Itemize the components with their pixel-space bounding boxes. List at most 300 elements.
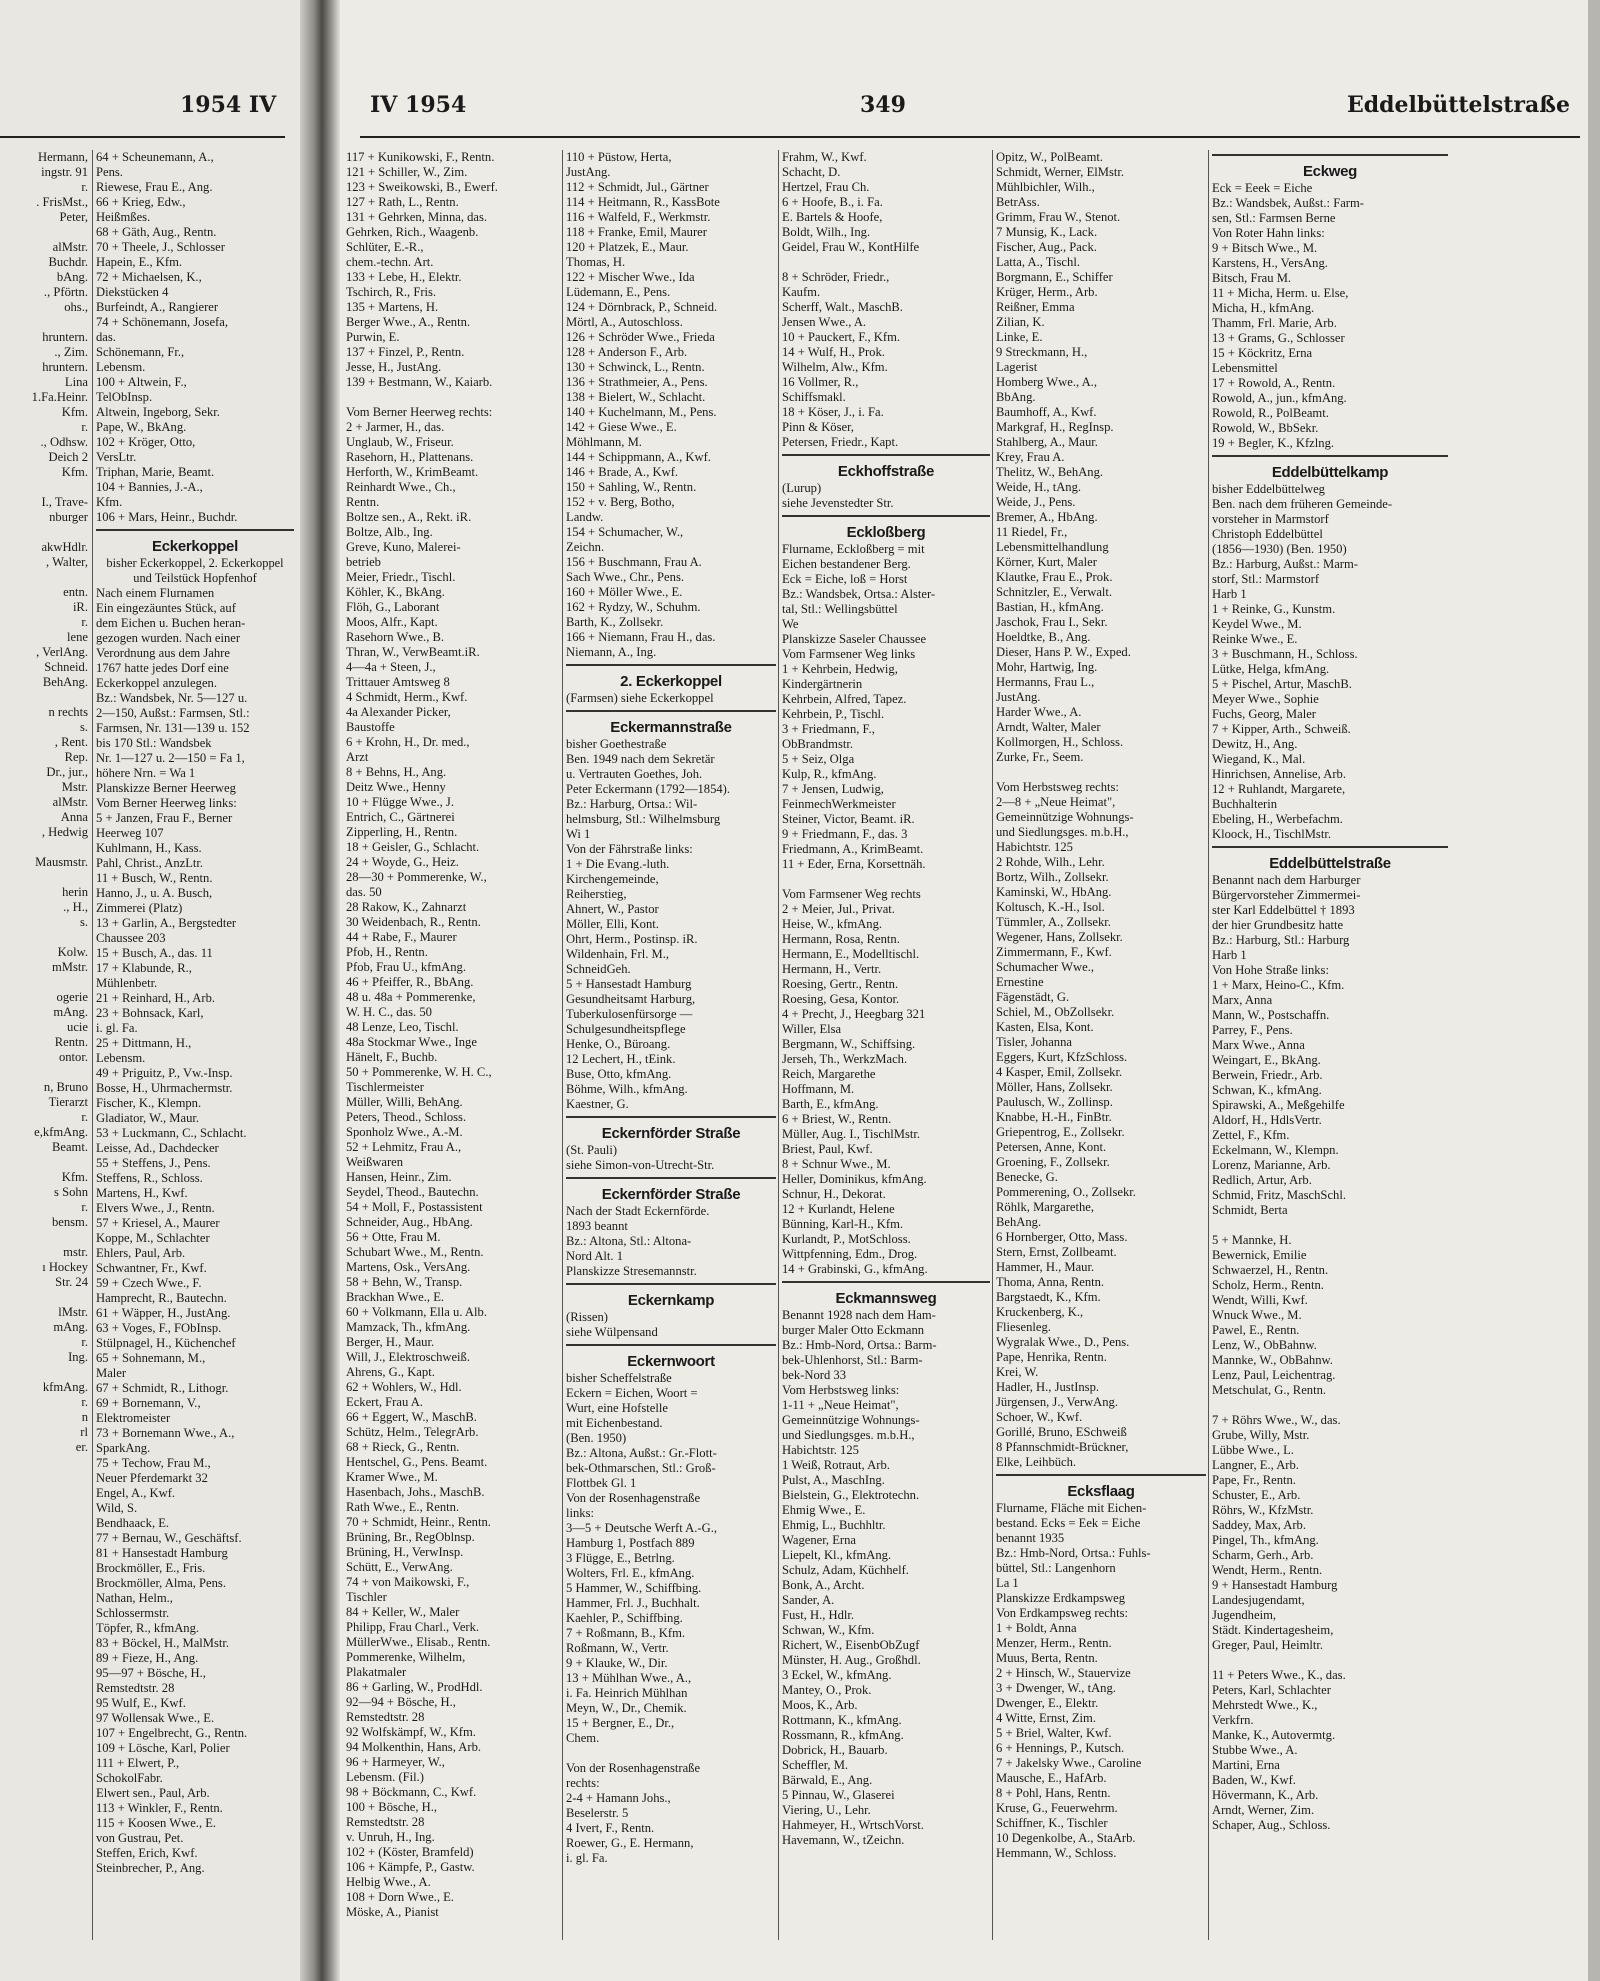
directory-entry: von Gustrau, Pet. bbox=[96, 1831, 184, 1845]
directory-entry: Hinrichsen, Annelise, Arb. bbox=[1212, 767, 1346, 781]
directory-entry: 13 + Garlin, A., Bergstedter bbox=[96, 916, 237, 930]
directory-entry: 160 + Möller Wwe., E. bbox=[566, 585, 683, 599]
directory-entry: Fust, H., Hdlr. bbox=[782, 1608, 855, 1622]
directory-entry: Rowold, A., jun., kfmAng. bbox=[1212, 391, 1347, 405]
directory-entry: Benecke, G. bbox=[996, 1170, 1058, 1184]
directory-entry: Spirawski, A., Meßgehilfe bbox=[1212, 1098, 1345, 1112]
directory-entry: BehAng. bbox=[42, 675, 88, 689]
directory-entry: Köhler, K., BkAng. bbox=[346, 585, 445, 599]
directory-entry: Landesjugendamt, bbox=[1212, 1593, 1305, 1607]
directory-entry: Grube, Willy, Mstr. bbox=[1212, 1428, 1310, 1442]
directory-entry: 9 + Bitsch Wwe., M. bbox=[1212, 241, 1318, 255]
directory-entry: Farmsen, Nr. 131—139 u. 152 bbox=[96, 721, 250, 735]
directory-entry bbox=[566, 1746, 776, 1761]
directory-entry: Zeichn. bbox=[566, 540, 605, 554]
directory-entry: 3 Flügge, E., Betrlng. bbox=[566, 1551, 675, 1565]
directory-entry: 3 Eckel, W., kfmAng. bbox=[782, 1668, 892, 1682]
directory-entry bbox=[0, 315, 88, 330]
directory-entry: Lebensm. bbox=[96, 1051, 146, 1065]
directory-entry: Hermann, Rosa, Rentn. bbox=[782, 932, 900, 946]
directory-entry: Bewernick, Emilie bbox=[1212, 1248, 1307, 1262]
street-heading: Eckernwoort bbox=[627, 1353, 715, 1370]
directory-entry: Wygralak Wwe., D., Pens. bbox=[996, 1335, 1130, 1349]
directory-entry: ., Zim. bbox=[54, 345, 88, 359]
directory-entry: Nathan, Helm., bbox=[96, 1591, 173, 1605]
directory-entry: Tuberkulosenfürsorge — bbox=[566, 1007, 693, 1021]
directory-entry: mAng. bbox=[53, 1320, 88, 1334]
section-rule bbox=[996, 1474, 1206, 1476]
directory-entry: Pulst, A., MaschIng. bbox=[782, 1473, 885, 1487]
directory-entry: Von der Rosenhagenstraße bbox=[566, 1761, 701, 1775]
directory-entry: Pfob, Frau U., kfmAng. bbox=[346, 960, 466, 974]
directory-entry: Viering, U., Lehr. bbox=[782, 1803, 871, 1817]
directory-entry: Hertzel, Frau Ch. bbox=[782, 180, 870, 194]
directory-entry: Flottbek Gl. 1 bbox=[566, 1476, 637, 1490]
directory-entry bbox=[0, 1065, 88, 1080]
directory-entry: Fägenstädt, G. bbox=[996, 990, 1070, 1004]
directory-entry: Knabbe, H.-H., FinBtr. bbox=[996, 1110, 1112, 1124]
directory-entry: Kindergärtnerin bbox=[782, 677, 863, 691]
directory-entry: Kirchengemeinde, bbox=[566, 872, 659, 886]
directory-entry: Berger Wwe., A., Rentn. bbox=[346, 315, 471, 329]
directory-entry: 84 + Keller, W., Maler bbox=[346, 1605, 460, 1619]
left-page bbox=[0, 0, 300, 1981]
directory-entry: Wendt, Willi, Kwf. bbox=[1212, 1293, 1308, 1307]
directory-entry: SparkAng. bbox=[96, 1441, 151, 1455]
directory-entry: Schwantner, Fr., Kwf. bbox=[96, 1261, 207, 1275]
directory-entry: Kurlandt, P., MotSchloss. bbox=[782, 1232, 911, 1246]
directory-entry: Hermanns, Frau L., bbox=[996, 675, 1095, 689]
directory-entry: Von Erdkampsweg rechts: bbox=[996, 1606, 1128, 1620]
directory-entry: 2 + Hinsch, W., Stauervize bbox=[996, 1666, 1131, 1680]
directory-entry: 8 + Pohl, Hans, Rentn. bbox=[996, 1786, 1111, 1800]
directory-entry: Rasehorn Wwe., B. bbox=[346, 630, 445, 644]
directory-entry: 15 + Bergner, E., Dr., bbox=[566, 1716, 675, 1730]
directory-entry: Thoma, Anna, Rentn. bbox=[996, 1275, 1105, 1289]
directory-entry: 110 + Püstow, Herta, bbox=[566, 150, 672, 164]
directory-entry: Hamburg 1, Postfach 889 bbox=[566, 1536, 695, 1550]
running-head: Eddelbüttelstraße bbox=[1346, 92, 1570, 118]
directory-entry: 8 Pfannschmidt-Brückner, bbox=[996, 1440, 1129, 1454]
directory-entry bbox=[0, 1290, 88, 1305]
directory-entry: helmsburg, Stl.: Wilhelmsburg bbox=[566, 812, 721, 826]
directory-entry: 7 + Kipper, Arth., Schweiß. bbox=[1212, 722, 1351, 736]
directory-entry: 5 + Pischel, Artur, MaschB. bbox=[1212, 677, 1352, 691]
section-rule bbox=[1212, 455, 1448, 457]
directory-entry: Hentschel, G., Pens. Beamt. bbox=[346, 1455, 488, 1469]
directory-entry: Kaminski, W., HbAng. bbox=[996, 885, 1112, 899]
directory-entry: 1 + Reinke, G., Kunstm. bbox=[1212, 602, 1336, 616]
directory-entry: Nord Alt. 1 bbox=[566, 1249, 624, 1263]
directory-entry: Zimmerei (Platz) bbox=[96, 901, 183, 915]
directory-entry: Hadler, H., JustInsp. bbox=[996, 1380, 1100, 1394]
right-header-rule bbox=[360, 136, 1580, 138]
section-rule bbox=[566, 664, 776, 666]
directory-entry: BehAng. bbox=[996, 1215, 1042, 1229]
directory-entry: Stülpnagel, H., Küchenchef bbox=[96, 1336, 236, 1350]
section-rule bbox=[782, 1281, 990, 1283]
directory-entry: Roßmann, W., Vertr. bbox=[566, 1641, 669, 1655]
column-divider-3 bbox=[992, 150, 993, 1940]
directory-entry: 150 + Sahling, W., Rentn. bbox=[566, 480, 697, 494]
directory-entry: Kruckenberg, K., bbox=[996, 1305, 1084, 1319]
directory-entry: Schumacher Wwe., bbox=[996, 960, 1095, 974]
directory-entry: Grimm, Frau W., Stenot. bbox=[996, 210, 1121, 224]
directory-entry: und Siedlungsges. m.b.H., bbox=[996, 825, 1129, 839]
directory-entry: 7 + Röhrs Wwe., W., das. bbox=[1212, 1413, 1341, 1427]
directory-entry: i. gl. Fa. bbox=[566, 1851, 608, 1865]
directory-entry: We bbox=[782, 617, 799, 631]
directory-entry: 4 Schmidt, Herm., Kwf. bbox=[346, 690, 468, 704]
directory-entry: 75 + Techow, Frau M., bbox=[96, 1456, 211, 1470]
directory-entry: Schönemann, Fr., bbox=[96, 345, 185, 359]
directory-entry: Gorillé, Bruno, ESchweiß bbox=[996, 1425, 1127, 1439]
directory-entry: 130 + Schwinck, L., Rentn. bbox=[566, 360, 705, 374]
directory-entry: bensm. bbox=[51, 1215, 88, 1229]
directory-entry: dem Eichen u. Buchen heran- bbox=[96, 616, 246, 630]
directory-entry: 140 + Kuchelmann, M., Pens. bbox=[566, 405, 717, 419]
directory-entry: entn. bbox=[63, 585, 88, 599]
directory-entry: 2—150, Außst.: Farmsen, Stl.: bbox=[96, 706, 250, 720]
directory-entry: 102 + Kröger, Otto, bbox=[96, 435, 196, 449]
directory-entry: Mörtl, A., Autoschloss. bbox=[566, 315, 683, 329]
directory-entry: Schütz, Helm., TelegrArb. bbox=[346, 1425, 479, 1439]
directory-entry: 13 + Grams, G., Schlosser bbox=[1212, 331, 1345, 345]
directory-entry: 60 + Volkmann, Ella u. Alb. bbox=[346, 1305, 487, 1319]
directory-entry: Ohrt, Herm., Postinsp. iR. bbox=[566, 932, 698, 946]
directory-entry: Lenz, Paul, Leichentrag. bbox=[1212, 1368, 1336, 1382]
directory-entry: 50 + Pommerenke, W. H. C., bbox=[346, 1065, 492, 1079]
directory-entry: Elke, Leihbüch. bbox=[996, 1455, 1077, 1469]
directory-entry: 6 Hornberger, Otto, Mass. bbox=[996, 1230, 1128, 1244]
directory-entry: bek-Nord 33 bbox=[782, 1368, 847, 1382]
directory-entry: Redlich, Artur, Arb. bbox=[1212, 1173, 1312, 1187]
directory-entry: akwHdlr. bbox=[41, 540, 88, 554]
directory-entry: Benannt nach dem Harburger bbox=[1212, 873, 1361, 887]
directory-entry: 127 + Rath, L., Rentn. bbox=[346, 195, 459, 209]
directory-entry: Bargstaedt, K., Kfm. bbox=[996, 1290, 1101, 1304]
directory-entry: Habichtstr. 125 bbox=[782, 1443, 859, 1457]
directory-entry: 16 Vollmer, R., bbox=[782, 375, 859, 389]
directory-entry: Schoer, W., Kwf. bbox=[996, 1410, 1083, 1424]
directory-entry: Buse, Otto, kfmAng. bbox=[566, 1067, 672, 1081]
left-header-year: 1954 IV bbox=[180, 92, 277, 118]
directory-entry: Neuer Pferdemarkt 32 bbox=[96, 1471, 208, 1485]
directory-entry: Reich, Margarethe bbox=[782, 1067, 876, 1081]
directory-entry: Hammer, H., Maur. bbox=[996, 1260, 1095, 1274]
directory-entry: Peters, Theod., Schloss. bbox=[346, 1110, 467, 1124]
directory-entry: 89 + Fieze, H., Ang. bbox=[96, 1651, 199, 1665]
directory-entry: 2-4 + Hamann Johs., bbox=[566, 1791, 671, 1805]
directory-entry: 131 + Gehrken, Minna, das. bbox=[346, 210, 488, 224]
street-heading: Eckerkoppel bbox=[152, 538, 238, 555]
directory-entry: Mstr. bbox=[61, 780, 88, 794]
directory-entry: Schmidt, Berta bbox=[1212, 1203, 1288, 1217]
directory-entry: 98 + Böckmann, C., Kwf. bbox=[346, 1785, 477, 1799]
directory-entry: 3 + Dwenger, W., tAng. bbox=[996, 1681, 1116, 1695]
directory-entry: SchneidGeh. bbox=[566, 962, 631, 976]
directory-entry: bisher Goethestraße bbox=[566, 737, 667, 751]
directory-entry: Steffens, R., Schloss. bbox=[96, 1171, 203, 1185]
directory-entry: (St. Pauli) bbox=[566, 1143, 618, 1157]
directory-entry: Ahrens, G., Kapt. bbox=[346, 1365, 435, 1379]
directory-entry: Dr., jur., bbox=[46, 765, 88, 779]
directory-entry: nburger bbox=[49, 510, 88, 524]
directory-entry: 120 + Platzek, E., Maur. bbox=[566, 240, 689, 254]
directory-entry: 106 + Kämpfe, P., Gastw. bbox=[346, 1860, 475, 1874]
section-rule bbox=[1212, 846, 1448, 848]
directory-entry: Von Roter Hahn links: bbox=[1212, 226, 1325, 240]
directory-entry: Kfm. bbox=[61, 465, 88, 479]
directory-entry: 9 + Friedmann, F., das. 3 bbox=[782, 827, 908, 841]
directory-entry: 63 + Voges, F., FObInsp. bbox=[96, 1321, 222, 1335]
directory-entry bbox=[0, 975, 88, 990]
directory-entry: 70 + Theele, J., Schlosser bbox=[96, 240, 225, 254]
directory-entry: Eckerkoppel anzulegen. bbox=[96, 676, 217, 690]
directory-entry: 152 + v. Berg, Botho, bbox=[566, 495, 675, 509]
directory-entry: Remstedtstr. 28 bbox=[346, 1815, 425, 1829]
directory-entry: Gemeinnützige Wohnungs- bbox=[996, 810, 1134, 824]
directory-entry: 4 Witte, Ernst, Zim. bbox=[996, 1711, 1096, 1725]
directory-entry: Fliesenleg. bbox=[996, 1320, 1051, 1334]
directory-entry: Dwenger, E., Elektr. bbox=[996, 1696, 1099, 1710]
directory-entry: Lenz, W., ObBahnw. bbox=[1212, 1338, 1317, 1352]
directory-entry: Peters, Karl, Schlachter bbox=[1212, 1683, 1331, 1697]
directory-entry: 9 + Klauke, W., Dir. bbox=[566, 1656, 668, 1670]
directory-entry: 74 + von Maikowski, F., bbox=[346, 1575, 470, 1589]
directory-entry bbox=[782, 872, 990, 887]
directory-entry: mstr. bbox=[63, 1245, 88, 1259]
directory-entry: Baumhoff, A., Kwf. bbox=[996, 405, 1097, 419]
directory-entry: Latta, A., Tischl. bbox=[996, 255, 1080, 269]
directory-entry: Zipperling, H., Rentn. bbox=[346, 825, 458, 839]
directory-entry: Jürgensen, J., VerwAng. bbox=[996, 1395, 1118, 1409]
directory-entry: Chaussee 203 bbox=[96, 931, 166, 945]
directory-entry: 23 + Bohnsack, Karl, bbox=[96, 1006, 204, 1020]
directory-entry: Bz.: Harburg, Ortsa.: Wil- bbox=[566, 797, 698, 811]
directory-entry: Bz.: Harburg, Außst.: Marm- bbox=[1212, 557, 1358, 571]
directory-entry: Planskizze Stresemannstr. bbox=[566, 1264, 697, 1278]
directory-entry: Ebeling, H., Werbefachm. bbox=[1212, 812, 1343, 826]
directory-entry: 65 + Sohnemann, M., bbox=[96, 1351, 206, 1365]
directory-entry: Ehmig Wwe., E. bbox=[782, 1503, 866, 1517]
scan-edge bbox=[1588, 0, 1600, 1981]
directory-entry: Heerweg 107 bbox=[96, 826, 164, 840]
directory-entry: 3 + Friedmann, F., bbox=[782, 722, 875, 736]
directory-entry: 8 + Schröder, Friedr., bbox=[782, 270, 890, 284]
directory-entry: Bz.: Wandsbek, Außst.: Farm- bbox=[1212, 196, 1364, 210]
directory-entry: Lebensm. (Fil.) bbox=[346, 1770, 424, 1784]
directory-entry: 96 + Harmeyer, W., bbox=[346, 1755, 445, 1769]
directory-entry: Buchhalterin bbox=[1212, 797, 1278, 811]
directory-entry: 86 + Garling, W., ProdHdl. bbox=[346, 1680, 483, 1694]
directory-entry: Thomas, H. bbox=[566, 255, 626, 269]
directory-entry: Wi 1 bbox=[566, 827, 591, 841]
directory-entry: Lina bbox=[64, 375, 88, 389]
directory-entry: Eck = Eeek = Eiche bbox=[1212, 181, 1313, 195]
directory-entry: 1 + Die Evang.-luth. bbox=[566, 857, 670, 871]
directory-entry: Böhme, Wilh., kfmAng. bbox=[566, 1082, 688, 1096]
right-header-year: IV 1954 bbox=[370, 92, 467, 118]
directory-entry: Briest, Paul, Kwf. bbox=[782, 1142, 873, 1156]
directory-entry: 28—30 + Pommerenke, W., bbox=[346, 870, 487, 884]
directory-entry: 2—8 + „Neue Heimat", bbox=[996, 795, 1116, 809]
directory-entry: 5 Pinnau, W., Glaserei bbox=[782, 1788, 895, 1802]
directory-entry: 6 + Hennings, P., Kutsch. bbox=[996, 1741, 1125, 1755]
column-divider-2 bbox=[778, 150, 779, 1940]
directory-entry: Kaestner, G. bbox=[566, 1097, 629, 1111]
directory-entry: 9 + Hansestadt Hamburg bbox=[1212, 1578, 1338, 1592]
directory-entry: Schneider, Aug., HbAng. bbox=[346, 1215, 473, 1229]
directory-entry: TelObInsp. bbox=[96, 390, 153, 404]
directory-entry: 126 + Schröder Wwe., Frieda bbox=[566, 330, 715, 344]
directory-entry: Planskizze Berner Heerweg bbox=[96, 781, 236, 795]
directory-entry bbox=[0, 870, 88, 885]
directory-entry: Bz.: Harburg, Stl.: Harburg bbox=[1212, 933, 1350, 947]
directory-entry: 128 + Anderson F., Arb. bbox=[566, 345, 688, 359]
directory-entry: Gemeinnützige Wohnungs- bbox=[782, 1413, 920, 1427]
directory-entry: Kruse, G., Feuerwehrm. bbox=[996, 1801, 1118, 1815]
directory-entry: Schütt, E., VerwAng. bbox=[346, 1560, 453, 1574]
directory-entry: Bosse, H., Uhrmachermstr. bbox=[96, 1081, 233, 1095]
directory-entry: Von Hohe Straße links: bbox=[1212, 963, 1329, 977]
directory-entry: herin bbox=[62, 885, 88, 899]
directory-entry: Eggers, Kurt, KfzSchloss. bbox=[996, 1050, 1128, 1064]
directory-entry bbox=[1212, 1398, 1448, 1413]
directory-entry: Reinke Wwe., E. bbox=[1212, 632, 1298, 646]
directory-entry: höhere Nrn. = Wa 1 bbox=[96, 766, 196, 780]
directory-entry: Unglaub, W., Friseur. bbox=[346, 435, 454, 449]
directory-entry: Scharm, Gerh., Arb. bbox=[1212, 1548, 1314, 1562]
directory-entry: Zimmermann, F., Kwf. bbox=[996, 945, 1112, 959]
directory-entry: Lübbe Wwe., L. bbox=[1212, 1443, 1294, 1457]
directory-entry bbox=[1212, 1653, 1448, 1668]
directory-entry: Lebensmittel bbox=[1212, 361, 1278, 375]
column-1 bbox=[346, 150, 560, 1920]
directory-entry: 5 + Briel, Walter, Kwf. bbox=[996, 1726, 1112, 1740]
directory-entry bbox=[0, 690, 88, 705]
directory-entry: Diekstücken 4 bbox=[96, 285, 169, 299]
directory-entry: Pape, Henrika, Rentn. bbox=[996, 1350, 1107, 1364]
directory-entry: 48a Stockmar Wwe., Inge bbox=[346, 1035, 477, 1049]
directory-entry: Ernestine bbox=[996, 975, 1044, 989]
directory-entry: 49 + Priguitz, P., Vw.-Insp. bbox=[96, 1066, 233, 1080]
directory-entry: 18 + Geisler, G., Schlacht. bbox=[346, 840, 480, 854]
street-heading: 2. Eckerkoppel bbox=[620, 673, 722, 690]
directory-entry: 109 + Lösche, Karl, Polier bbox=[96, 1741, 230, 1755]
directory-entry: Hasenbach, Johs., MaschB. bbox=[346, 1485, 485, 1499]
directory-entry: Bielstein, G., Elektrotechn. bbox=[782, 1488, 920, 1502]
directory-entry: Helbig Wwe., A. bbox=[346, 1875, 431, 1889]
street-heading: Eckloßberg bbox=[846, 524, 926, 541]
directory-entry: 55 + Steffens, J., Pens. bbox=[96, 1156, 211, 1170]
directory-entry: 18 + Köser, J., i. Fa. bbox=[782, 405, 884, 419]
directory-entry: 66 + Eggert, W., MaschB. bbox=[346, 1410, 477, 1424]
directory-entry: Meyn, W., Dr., Chemik. bbox=[566, 1701, 687, 1715]
directory-entry: Triphan, Marie, Beamt. bbox=[96, 465, 215, 479]
directory-entry: 14 + Grabinski, G., kfmAng. bbox=[782, 1262, 928, 1276]
directory-entry: Hermann, E., Modelltischl. bbox=[782, 947, 920, 961]
directory-entry: Steiner, Victor, Beamt. iR. bbox=[782, 812, 915, 826]
directory-entry: i. gl. Fa. bbox=[96, 1021, 138, 1035]
directory-entry: 13 + Mühlhan Wwe., A., bbox=[566, 1671, 692, 1685]
directory-entry: Bendhaack, E. bbox=[96, 1516, 170, 1530]
directory-entry: Krey, Frau A. bbox=[996, 450, 1065, 464]
directory-entry: 6 + Krohn, H., Dr. med., bbox=[346, 735, 470, 749]
directory-entry: Wilhelm, Alw., Kfm. bbox=[782, 360, 888, 374]
directory-entry: Frahm, W., Kwf. bbox=[782, 150, 867, 164]
directory-entry: Wagener, Erna bbox=[782, 1533, 856, 1547]
directory-entry: Pinn & Köser, bbox=[782, 420, 854, 434]
directory-entry: benannt 1935 bbox=[996, 1531, 1065, 1545]
directory-entry: 14 + Wulf, H., Prok. bbox=[782, 345, 885, 359]
directory-entry: Möller, Elli, Kont. bbox=[566, 917, 659, 931]
directory-entry: 64 + Scheunemann, A., bbox=[96, 150, 214, 164]
directory-entry: Müller, Aug. I., TischlMstr. bbox=[782, 1127, 921, 1141]
directory-entry: 107 + Engelbrecht, G., Rentn. bbox=[96, 1726, 248, 1740]
directory-entry: Benannt 1928 nach dem Ham- bbox=[782, 1308, 936, 1322]
directory-entry: 121 + Schiller, W., Zim. bbox=[346, 165, 468, 179]
directory-entry: Schmid, Fritz, MaschSchl. bbox=[1212, 1188, 1346, 1202]
left-header-rule bbox=[0, 136, 285, 138]
directory-entry: Hansen, Heinr., Zim. bbox=[346, 1170, 452, 1184]
directory-entry: Deich 2 bbox=[48, 450, 88, 464]
directory-entry: Klautke, Frau E., Prok. bbox=[996, 570, 1113, 584]
directory-entry: Niemann, A., Ing. bbox=[566, 645, 657, 659]
directory-entry: 117 + Kunikowski, F., Rentn. bbox=[346, 150, 495, 164]
right-page bbox=[340, 0, 1600, 1981]
directory-entry: Fischer, K., Klempn. bbox=[96, 1096, 202, 1110]
directory-entry: 137 + Finzel, P., Rentn. bbox=[346, 345, 465, 359]
directory-entry: Pahl, Christ., AnzLtr. bbox=[96, 856, 204, 870]
directory-entry: tal, Stl.: Wellingsbüttel bbox=[782, 602, 898, 616]
street-heading: Eddelbüttelkamp bbox=[1271, 464, 1389, 481]
directory-entry: 7 + Roßmann, B., Kfm. bbox=[566, 1626, 686, 1640]
directory-entry: Schulz, Adam, Küchhelf. bbox=[782, 1563, 909, 1577]
directory-entry: 94 Molkenthin, Hans, Arb. bbox=[346, 1740, 482, 1754]
directory-entry: Rath Wwe., E., Rentn. bbox=[346, 1500, 460, 1514]
directory-entry: Von der Fährstraße links: bbox=[566, 842, 693, 856]
section-rule bbox=[566, 1283, 776, 1285]
street-heading: Eckernkamp bbox=[627, 1292, 715, 1309]
directory-entry: Bz.: Hmb-Nord, Ortsa.: Fuhls- bbox=[996, 1546, 1151, 1560]
directory-entry: Saddey, Max, Arb. bbox=[1212, 1518, 1306, 1532]
directory-entry: Schwan, K., kfmAng. bbox=[1212, 1083, 1322, 1097]
directory-entry: Tschirch, R., Fris. bbox=[346, 285, 437, 299]
directory-entry: Roesing, Gesa, Kontor. bbox=[782, 992, 900, 1006]
directory-entry: Borgmann, E., Schiffer bbox=[996, 270, 1113, 284]
directory-entry: Heißmßes. bbox=[96, 210, 151, 224]
directory-entry bbox=[0, 570, 88, 585]
directory-entry: Richert, W., EisenbObZugf bbox=[782, 1638, 920, 1652]
directory-entry: Scheffler, M. bbox=[782, 1758, 849, 1772]
directory-entry: Schlüter, E.-R., bbox=[346, 240, 424, 254]
directory-entry: 11 + Micha, Herm. u. Else, bbox=[1212, 286, 1349, 300]
directory-entry: Bz.: Altona, Stl.: Altona- bbox=[566, 1234, 692, 1248]
directory-entry: Bz.: Hmb-Nord, Ortsa.: Barm- bbox=[782, 1338, 937, 1352]
directory-entry: Hapein, E., Kfm. bbox=[96, 255, 183, 269]
directory-entry: rechts: bbox=[566, 1776, 600, 1790]
directory-entry: 156 + Buschmann, Frau A. bbox=[566, 555, 702, 569]
directory-entry: Dieser, Hans P. W., Exped. bbox=[996, 645, 1131, 659]
directory-entry: Kfm. bbox=[61, 1170, 88, 1184]
directory-entry bbox=[0, 1230, 88, 1245]
directory-entry: Vom Herbstsweg rechts: bbox=[996, 780, 1119, 794]
directory-entry: 25 + Dittmann, H., bbox=[96, 1036, 192, 1050]
section-rule bbox=[566, 1344, 776, 1346]
directory-entry: Maler bbox=[96, 1366, 127, 1380]
directory-entry: rl bbox=[80, 1425, 88, 1439]
